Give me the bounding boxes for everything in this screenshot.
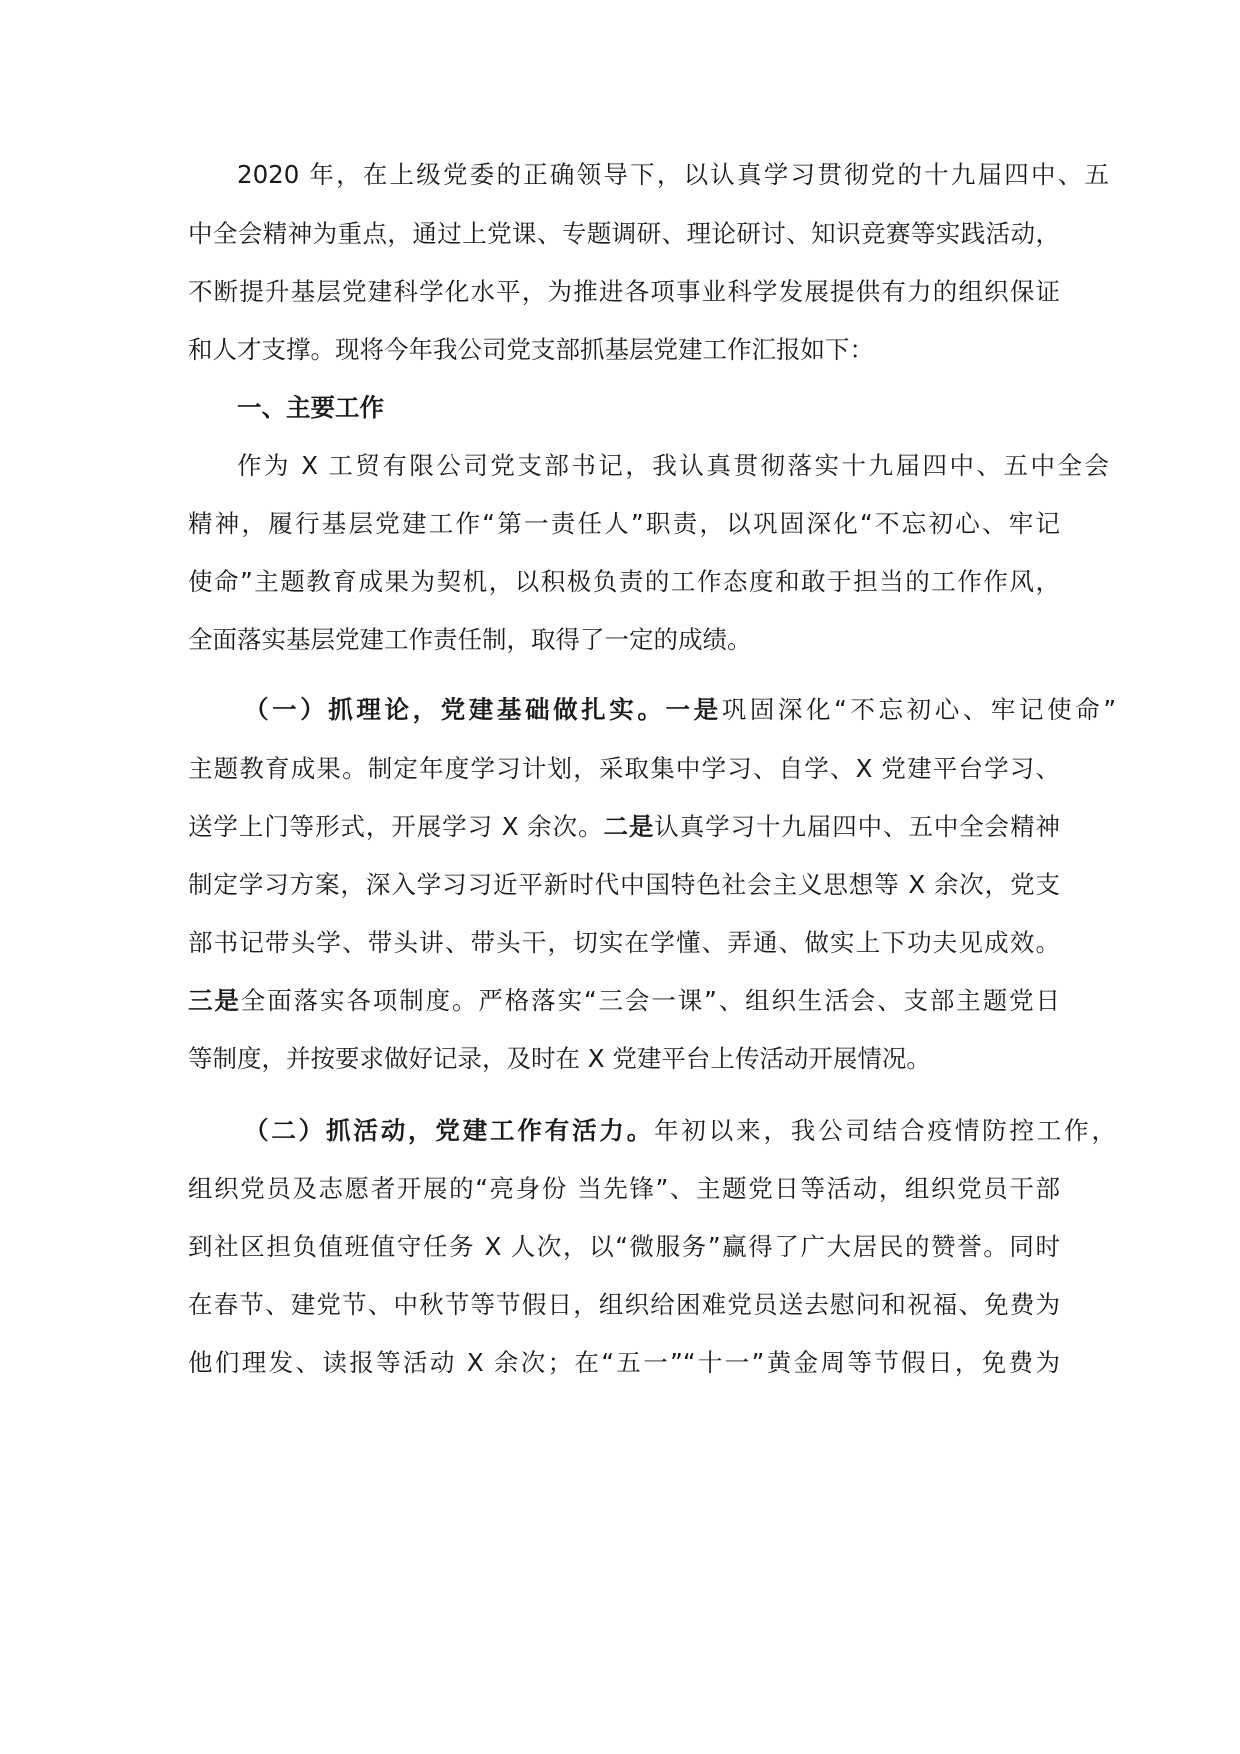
body-paragraph-line: 使命”主题教育成果为契机，以积极负责的工作态度和敢于担当的工作作风， xyxy=(188,567,1060,596)
subsection-paragraph-line: 他们理发、读报等活动 X 余次；在“五一”“十一”黄金周等节假日，免费为 xyxy=(188,1348,1060,1377)
subsection-paragraph-line: 组织党员及志愿者开展的“亮身份 当先锋”、主题党日等活动，组织党员干部 xyxy=(188,1174,1060,1203)
subsection-heading: （一）抓理论，党建基础做扎实。一是 xyxy=(244,695,722,724)
intro-paragraph-line: 2020 年，在上级党委的正确领导下，以认真学习贯彻党的十九届四中、五 xyxy=(237,160,1109,189)
body-paragraph-line: 全面落实基层党建工作责任制，取得了一定的成绩。 xyxy=(188,625,752,654)
intro-paragraph-line: 中全会精神为重点，通过上党课、专题调研、理论研讨、知识竞赛等实践活动， xyxy=(188,219,1060,248)
subsection-paragraph-line: （二）抓活动，党建工作有活力。年初以来，我公司结合疫情防控工作， xyxy=(244,1116,1116,1145)
subsection-heading: （二）抓活动，党建工作有活力。 xyxy=(244,1116,655,1145)
subsection-paragraph-line: 送学上门等形式，开展学习 X 余次。二是认真学习十九届四中、五中全会精神 xyxy=(188,812,1060,841)
subsection-paragraph-line: 部书记带头学、带头讲、带头干，切实在学懂、弄通、做实上下功夫见成效。 xyxy=(188,928,1060,957)
body-paragraph-line: 作为 X 工贸有限公司党支部书记，我认真贯彻落实十九届四中、五中全会 xyxy=(237,451,1109,480)
subsection-paragraph-line: （一）抓理论，党建基础做扎实。一是巩固深化“不忘初心、牢记使命” xyxy=(244,695,1116,724)
intro-paragraph-line: 和人才支撑。现将今年我公司党支部抓基层党建工作汇报如下： xyxy=(188,335,874,364)
section-heading: 一、主要工作 xyxy=(237,393,384,422)
subsection-paragraph-line: 主题教育成果。制定年度学习计划，采取集中学习、自学、X 党建平台学习、 xyxy=(188,754,1060,783)
emphasis-marker: 二是 xyxy=(603,812,655,841)
subsection-paragraph-line: 三是全面落实各项制度。严格落实“三会一课”、组织生活会、支部主题党日 xyxy=(188,986,1060,1015)
body-paragraph-line: 精神，履行基层党建工作“第一责任人”职责，以巩固深化“不忘初心、牢记 xyxy=(188,509,1060,538)
subsection-paragraph-line: 在春节、建党节、中秋节等节假日，组织给困难党员送去慰问和祝福、免费为 xyxy=(188,1290,1060,1319)
subsection-paragraph-line: 等制度，并按要求做好记录，及时在 X 党建平台上传活动开展情况。 xyxy=(188,1044,931,1073)
subsection-paragraph-line: 到社区担负值班值守任务 X 人次，以“微服务”赢得了广大居民的赞誉。同时 xyxy=(188,1232,1060,1261)
intro-paragraph-line: 不断提升基层党建科学化水平，为推进各项事业科学发展提供有力的组织保证 xyxy=(188,277,1060,306)
subsection-paragraph-line: 制定学习方案，深入学习习近平新时代中国特色社会主义思想等 X 余次，党支 xyxy=(188,870,1060,899)
emphasis-marker: 三是 xyxy=(188,986,241,1015)
